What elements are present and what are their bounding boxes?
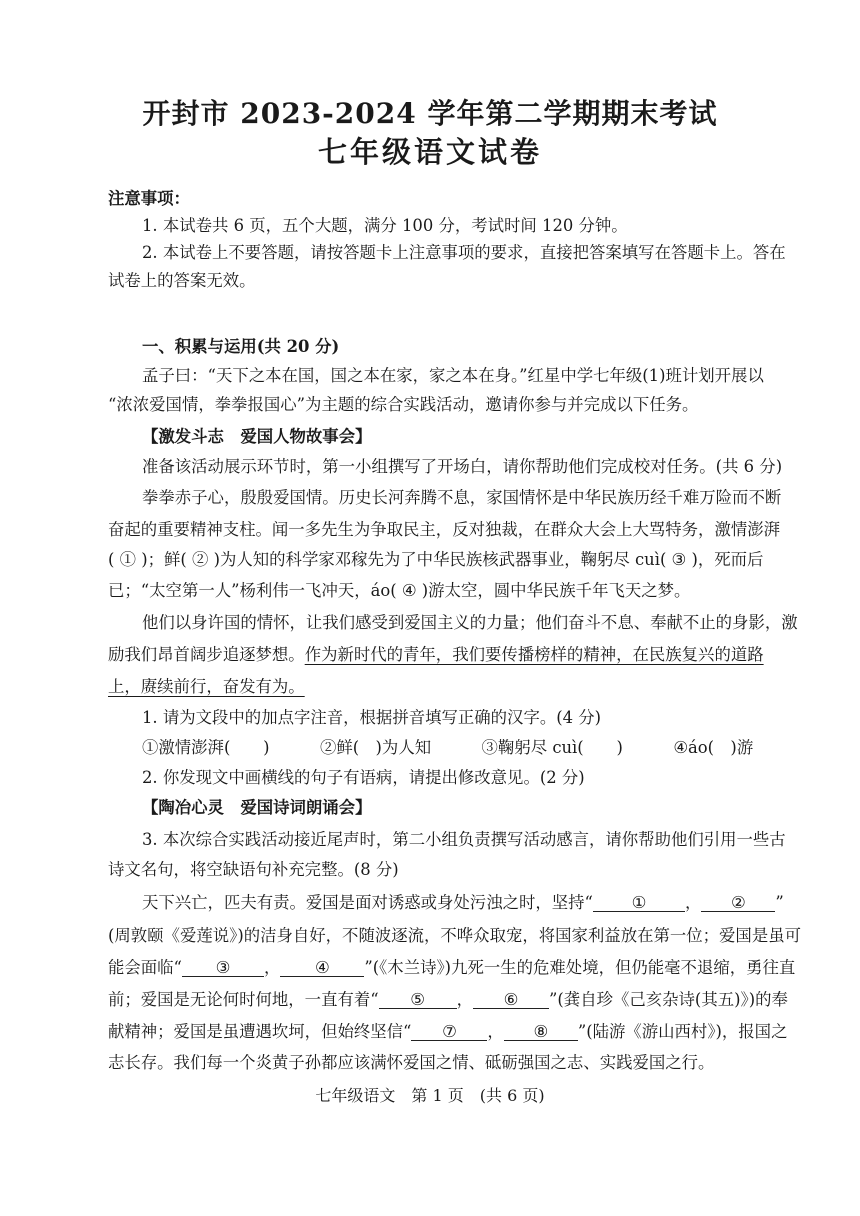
poem-line-6: 志长存。我们每一个炎黄子孙都应该满怀爱国之情、砥砺强国之志、实践爱国之行。: [108, 1053, 715, 1072]
poem-line-5a: 献精神；爱国是虽遭遇坎坷，但始终坚信“: [108, 1022, 412, 1041]
notice-item-1: 1. 本试卷共 6 页，五个大题，满分 100 分，考试时间 120 分钟。: [142, 216, 628, 235]
underlined-sentence: 作为新时代的青年，我们要传播榜样的精神，在民族复兴的道路: [304, 645, 764, 664]
part1-task: 准备该活动展示环节时，第一小组撰写了开场白，请你帮助他们完成校对任务。(共 6 分): [142, 457, 783, 476]
question-3-line-2: 诗文名句，将空缺语句补充完整。(8 分): [108, 860, 399, 879]
intro-line-1: 孟子曰：“天下之本在国，国之本在家，家之本在身。”红星中学七年级(1)班计划开展以: [142, 366, 764, 385]
blank-8[interactable]: ⑧: [504, 1022, 578, 1041]
question-1: 1. 请为文段中的加点字注音，根据拼音填写正确的汉字。(4 分): [142, 708, 602, 727]
q1-option-d: ④áo( )游: [673, 738, 754, 757]
part2-heading: 【陶冶心灵 爱国诗词朗诵会】: [142, 798, 372, 817]
passage-line-6: [108, 644, 764, 666]
intro-line-2: “浓浓爱国情，拳拳报国心”为主题的综合实践活动，邀请你参与并完成以下任务。: [108, 395, 699, 414]
blank-4[interactable]: ④: [280, 958, 364, 977]
passage-line-3b: ( ② )为人知的科学家邓稼先为了中华民族核武器事业，鞠躬尽 cuì( ③ )，死而后: [180, 550, 764, 569]
poem-line-4b: ”(龚自珍《己亥杂诗(其五)》)的奉: [549, 990, 788, 1009]
question-3-line-1: 3. 本次综合实践活动接近尾声时，第二小组负责撰写活动感言，请你帮助他们引用一些古: [142, 830, 786, 849]
poem-line-3: 能会面临“ ③ ， ④ ”(《木兰诗》)九死一生的危难处境，但仍能毫不退缩，勇往直: [108, 958, 796, 977]
blank-7[interactable]: ⑦: [411, 1022, 487, 1041]
passage-line-4: 已；“太空第一人”杨利伟一飞冲天，áo( ④ )游太空，圆中华民族千年飞天之梦。: [108, 581, 691, 600]
poem-line-1-text: 天下兴亡，匹夫有责。爱国是面对诱惑或身处污浊之时，坚持“: [142, 893, 593, 912]
poem-line-4a: 前；爱国是无论何时何地，一直有着“: [108, 990, 379, 1009]
blank-3[interactable]: ③: [182, 958, 264, 977]
q1-option-b: ②鲜( )为人知: [319, 738, 432, 757]
exam-subtitle: 七年级语文试卷: [317, 135, 542, 169]
part1-heading: 【激发斗志 爱国人物故事会】: [142, 427, 372, 446]
poem-line-3b: ”(《木兰诗》)九死一生的危难处境，但仍能毫不退缩，勇往直: [364, 958, 796, 977]
poem-line-3a: 能会面临“: [108, 958, 182, 977]
poem-line-5b: ”(陆游《游山西村》)，报国之: [577, 1022, 788, 1041]
passage-line-2-text: 奋起的重要精神支柱。闻一多先生为争取民主，反对独裁，在群众大会上大骂特务，激情澎湃: [108, 520, 781, 539]
notice-item-2: 2. 本试卷上不要答题，请按答题卡上注意事项的要求，直接把答案填写在答题卡上。答在: [142, 243, 786, 262]
passage-line-1: 拳拳赤子心，殷殷爱国情。历史长河奔腾不息，家国情怀是中华民族历经千难万险而不断: [142, 488, 782, 507]
blank-6[interactable]: ⑥: [473, 990, 549, 1009]
poem-line-5: 献精神；爱国是虽遭遇坎坷，但始终坚信“ ⑦ ， ⑧ ”(陆游《游山西村》)，报国之: [108, 1022, 788, 1041]
blank-2[interactable]: ②: [701, 893, 775, 912]
notice-heading: 注意事项：: [108, 189, 190, 208]
q1-option-a: ①激情澎湃( ): [142, 738, 270, 757]
question-1-options: [142, 737, 753, 759]
passage-line-5: 他们以身许国的情怀，让我们感受到爱国主义的力量；他们奋斗不息、奉献不止的身影，激: [142, 613, 798, 632]
question-2: 2. 你发现文中画横线的句子有语病，请提出修改意见。(2 分): [142, 768, 585, 787]
passage-line-3: [108, 549, 763, 571]
q1-option-c: ③鞠躬尽 cuì( ): [481, 738, 623, 757]
passage-line-6a: 励我们昂首阔步追逐梦想。: [108, 645, 305, 664]
poem-line-2: (周敦颐《爱莲说》)的洁身自好，不随波逐流，不哗众取宠，将国家利益放在第一位；爱国是虽可: [108, 926, 801, 945]
notice-item-2-cont: 试卷上的答案无效。: [108, 271, 256, 290]
passage-line-2: [108, 519, 780, 541]
blank-5[interactable]: ⑤: [379, 990, 457, 1009]
exam-title: 开封市 2023-2024 学年第二学期期末考试: [142, 97, 718, 130]
section-heading: 一、积累与运用(共 20 分): [142, 337, 340, 356]
passage-line-3a: ( ① )；鲜: [108, 550, 181, 569]
page-footer: 七年级语文 第 1 页 (共 6 页): [315, 1086, 545, 1105]
poem-line-4: 前；爱国是无论何时何地，一直有着“ ⑤ ， ⑥ ”(龚自珍《己亥杂诗(其五)》)的奉: [108, 990, 788, 1009]
underlined-sentence-cont: 上，赓续前行，奋发有为。: [108, 677, 305, 696]
blank-1[interactable]: ①: [593, 893, 685, 912]
poem-line-1: 天下兴亡，匹夫有责。爱国是面对诱惑或身处污浊之时，坚持“ ① ， ② ”: [142, 893, 784, 912]
